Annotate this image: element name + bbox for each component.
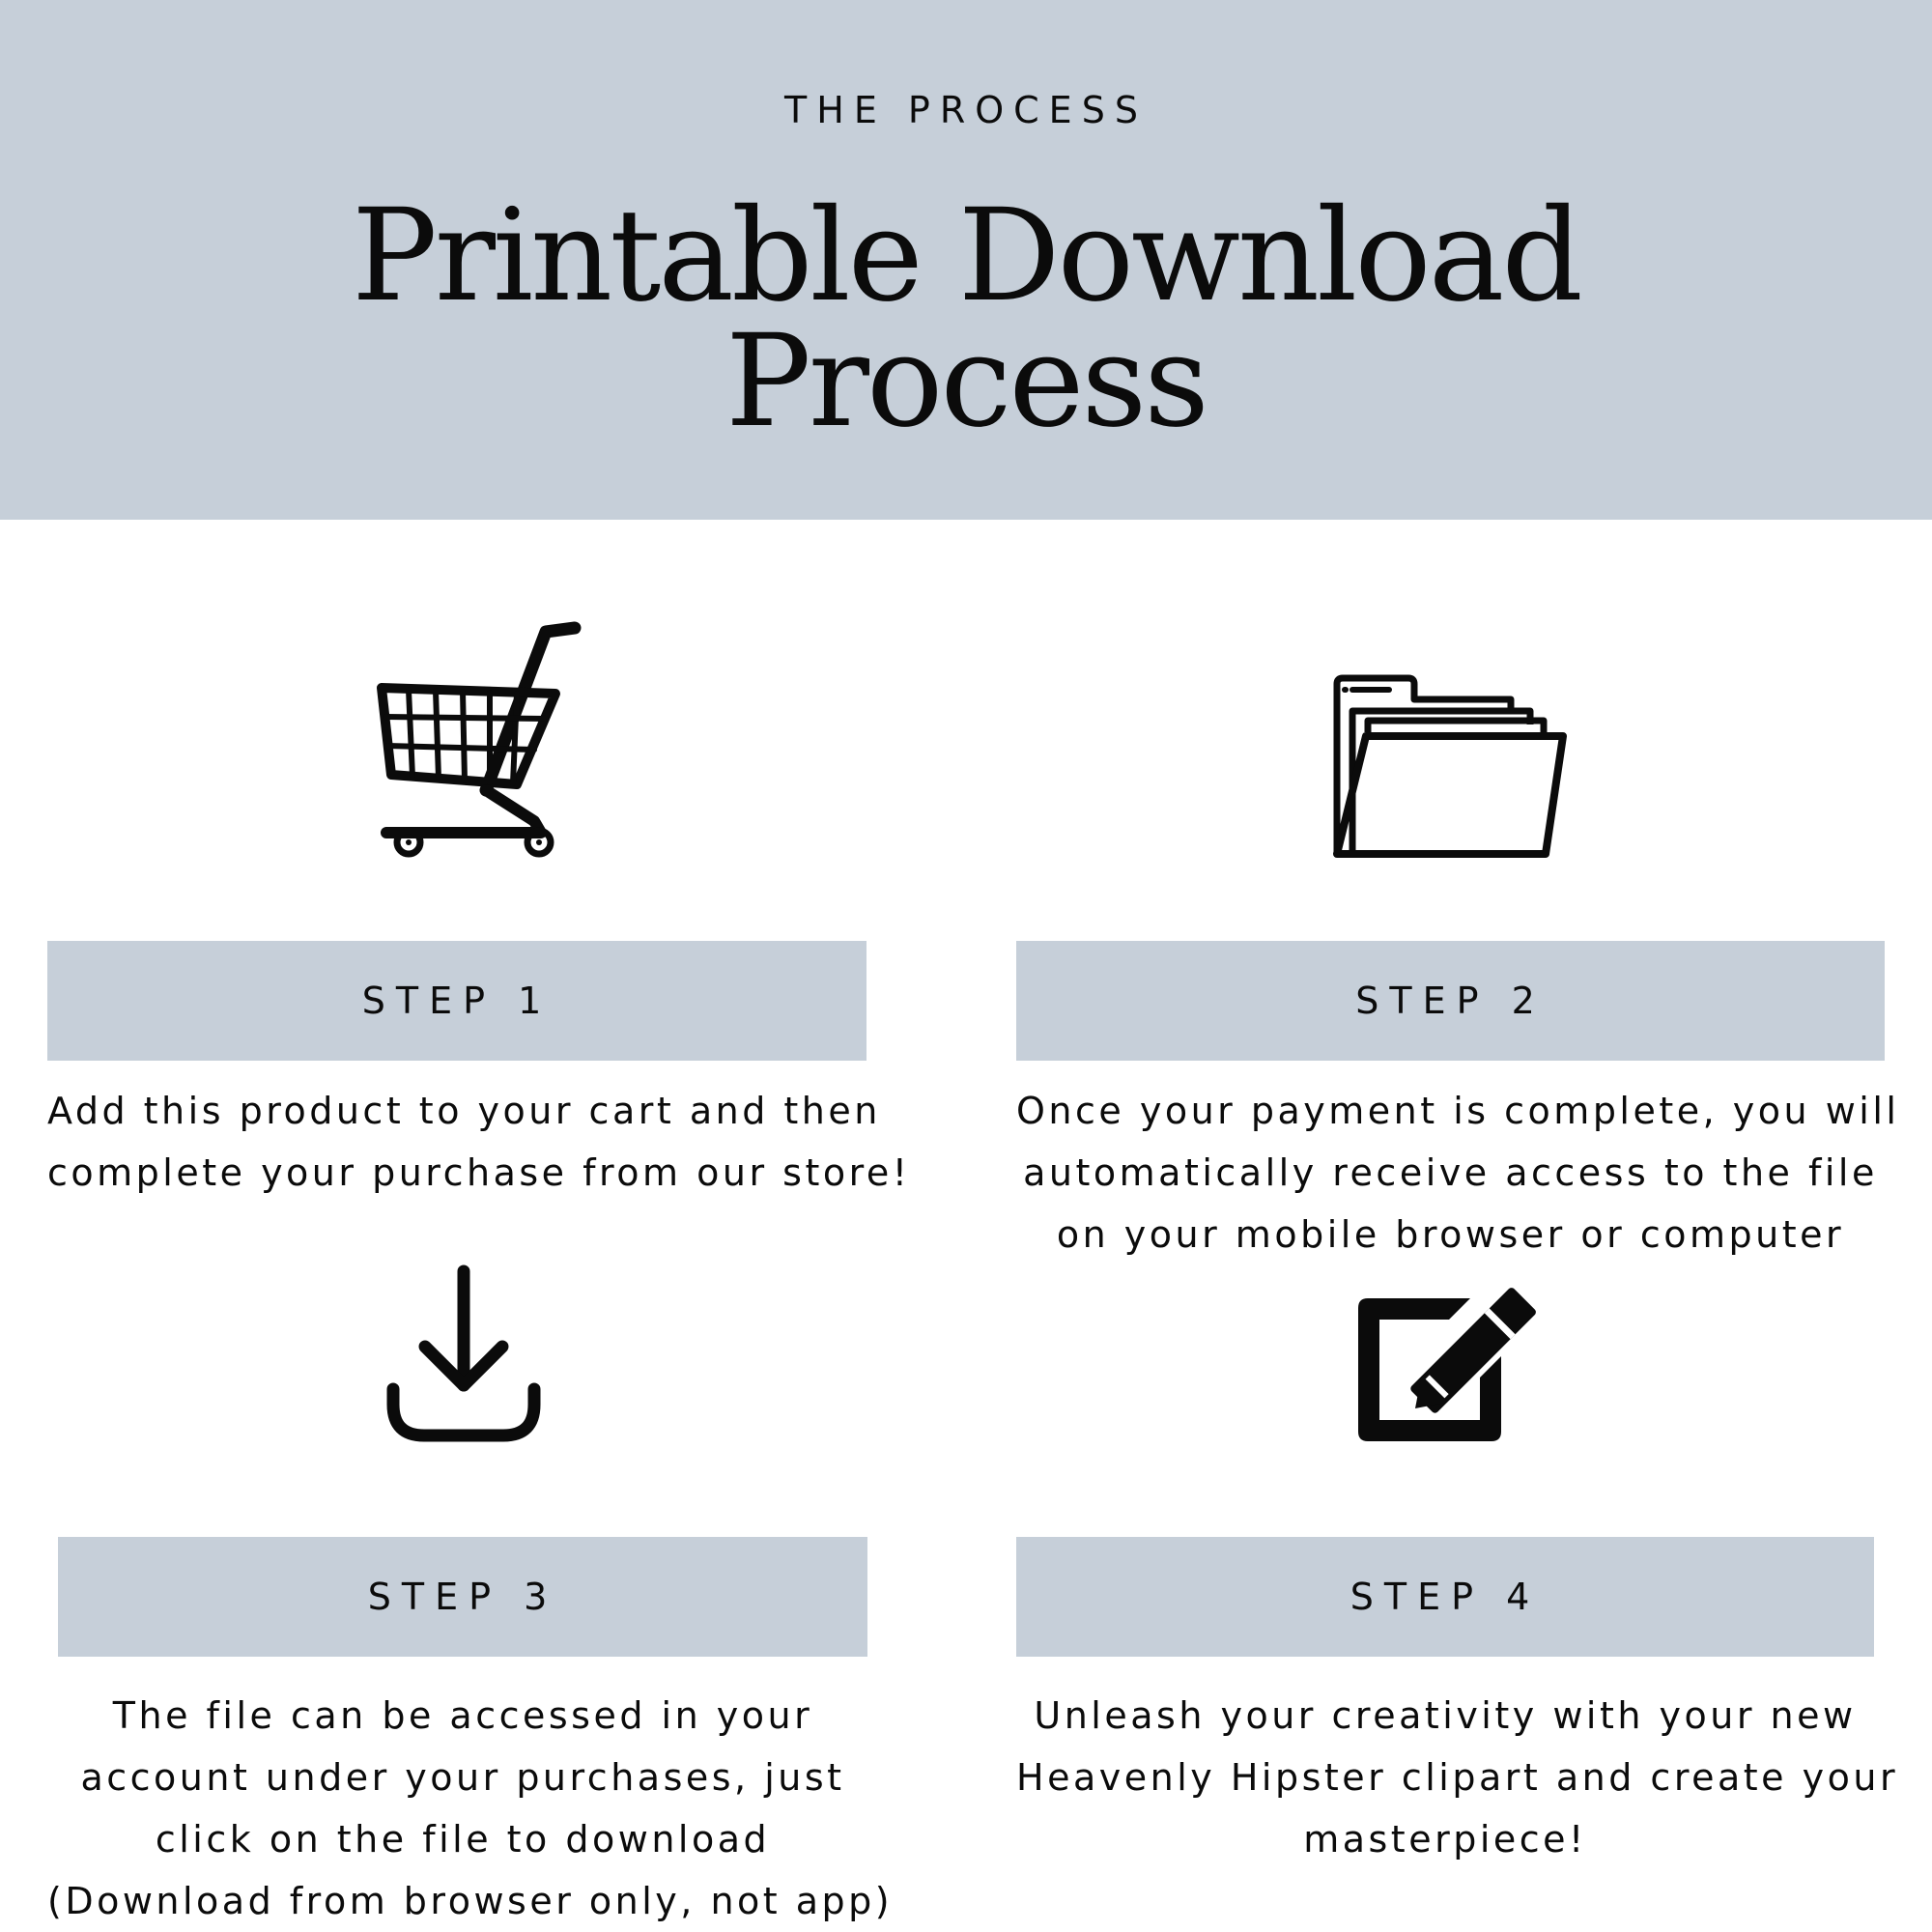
step-1-label: STEP 1: [361, 980, 553, 1022]
step-4-line-3: masterpiece!: [1303, 1818, 1587, 1861]
step-3-line-1: The file can be accessed in your: [112, 1694, 813, 1737]
step-3-text: [47, 1685, 894, 1932]
step-1-bar: [47, 941, 867, 1061]
title-line-2: Process: [725, 307, 1207, 456]
step-2-line-2: automatically receive access to the file: [1023, 1151, 1878, 1194]
title-line-1: Printable Download: [352, 182, 1580, 330]
shopping-cart-icon: [372, 618, 623, 860]
step-4-line-2: Heavenly Hipster clipart and create your: [1016, 1756, 1899, 1799]
step-1-line-2: complete your purchase from our store!: [47, 1151, 911, 1194]
edit-icon: [1354, 1262, 1549, 1447]
folder-icon: [1331, 674, 1573, 858]
step-3-line-2: account under your purchases, just: [80, 1756, 845, 1799]
step-3-line-3: click on the file to download: [155, 1818, 771, 1861]
step-4-bar: [1016, 1537, 1874, 1657]
header-banner: [0, 0, 1932, 520]
step-3-label: STEP 3: [367, 1576, 558, 1618]
download-icon: [384, 1262, 549, 1445]
step-3-line-4: (Download from browser only, not app): [47, 1880, 894, 1922]
step-1-line-1: Add this product to your cart and then: [47, 1090, 881, 1132]
step-2-line-1: Once your payment is complete, you will: [1016, 1090, 1900, 1132]
page-title: [0, 182, 1932, 456]
step-1-text: [47, 1080, 911, 1204]
step-4-line-1: Unleash your creativity with your new: [1034, 1694, 1857, 1737]
step-2-line-3: on your mobile browser or computer: [1056, 1213, 1845, 1256]
step-4-text: [1016, 1685, 1899, 1870]
step-2-bar: [1016, 941, 1885, 1061]
step-2-label: STEP 2: [1355, 980, 1546, 1022]
step-2-text: [1016, 1080, 1900, 1265]
eyebrow-label: THE PROCESS: [784, 89, 1148, 131]
step-3-bar: [58, 1537, 867, 1657]
step-4-label: STEP 4: [1350, 1576, 1541, 1618]
